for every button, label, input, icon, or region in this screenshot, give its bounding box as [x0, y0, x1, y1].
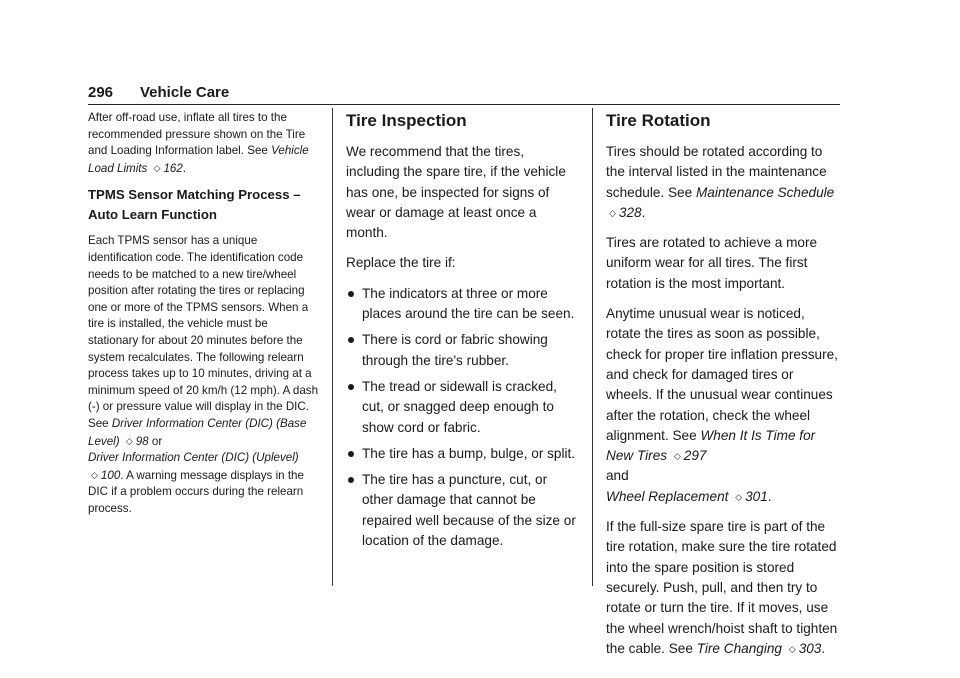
page-ref[interactable]: 162 [163, 161, 183, 175]
page-reference-arrow-icon: ◇ [673, 451, 681, 462]
page-reference-arrow-icon: ◇ [153, 162, 161, 173]
tire-rotation-heading: Tire Rotation [606, 111, 711, 130]
page-ref[interactable]: 303 [798, 640, 822, 656]
page-ref[interactable]: 328 [618, 204, 642, 220]
column-divider [332, 108, 333, 586]
vehicle-load-limits-link[interactable]: Vehicle Load Limits [88, 144, 309, 175]
column-middle [346, 110, 578, 557]
page-ref[interactable]: 301 [745, 488, 768, 504]
rotation-paragraph-2: Tires are rotated to achieve a more uniform wear for all tires. The first rotation is the most important. [606, 235, 818, 291]
page-reference-arrow-icon: ◇ [91, 469, 98, 480]
rotation-paragraph-3: Anytime unusual wear is noticed, rotate the tires as soon as possible, check for proper tire inflation pressure, and check for damaged tires or wheels. If the unusual wear continues after the rotation, check the wheel alignment. See When It Is Time for New Tires ◇ 297 and Wheel Replacement ◇ 301. [606, 306, 838, 504]
rotation-paragraph-1: Tires should be rotated according to the interval listed in the maintenance schedule. See Maintenance Schedule ◇ 328. [606, 144, 835, 220]
column-divider [592, 108, 593, 586]
maintenance-schedule-link[interactable]: Maintenance Schedule [695, 184, 835, 200]
tpms-paragraph: Each TPMS sensor has a unique identification code. The identification code needs to be matched to a new tire/wheel position after rotating the tires or replacing one or more of the TPMS sensors. When a tire is installed, the vehicle must be stationary for about 20 minutes before the system recalculates. The following relearn process takes up to 10 minutes, driving at a minimum speed of 20 km/h (12 mph). A dash (-) or pressure value will display in the DIC. See Driver Information Center (DIC) (Base Level) ◇ 98 or Driver Information Center (DIC) (Uplevel) ◇ 100. A warning message displays in the DIC if a problem occurs during the relearn process. [88, 234, 319, 515]
column-left [88, 110, 320, 525]
new-tires-link[interactable]: When It Is Time for New Tires [606, 427, 816, 464]
replace-conditions-list [346, 284, 578, 552]
list-item: The tire has a puncture, cut, or other damage that cannot be repaired well because of the size or location of the damage. [346, 470, 578, 551]
wheel-replacement-link[interactable]: Wheel Replacement [606, 488, 729, 504]
column-right [606, 110, 842, 669]
page-ref[interactable]: 100 [100, 468, 121, 482]
tpms-heading: TPMS Sensor Matching Process – Auto Learn Function [88, 187, 301, 223]
dic-base-link[interactable]: Driver Information Center (DIC) (Base Level) [88, 416, 307, 448]
intro-paragraph: After off-road use, inflate all tires to the recommended pressure shown on the Tire and Loading Information label. See Vehicle Load Limits ◇ 162. [88, 111, 309, 175]
tire-inspection-heading: Tire Inspection [346, 111, 467, 130]
page-header [88, 80, 840, 105]
tire-changing-link[interactable]: Tire Changing [696, 640, 782, 656]
page-reference-arrow-icon: ◇ [788, 643, 796, 654]
inspection-paragraph: We recommend that the tires, including the spare tire, if the vehicle has one, be inspected for signs of wear or damage at least once a month. [346, 144, 566, 241]
list-item: The tire has a bump, bulge, or split. [346, 444, 578, 464]
list-item: There is cord or fabric showing through the tire's rubber. [346, 330, 578, 371]
page-reference-arrow-icon: ◇ [125, 435, 133, 446]
list-item: The tread or sidewall is cracked, cut, or snagged deep enough to show cord or fabric. [346, 377, 578, 438]
page-ref[interactable]: 297 [683, 448, 707, 464]
page-number: 296 [88, 84, 114, 101]
rotation-paragraph-4: If the full-size spare tire is part of the tire rotation, make sure the tire rotated into the spare position is stored securely. Push, pull, and then try to rotate or turn the tire. If it moves, use the wheel wrench/hoist shaft to tighten the cable. See Tire Changing ◇ 303. [606, 519, 838, 656]
dic-uplevel-link[interactable]: Driver Information Center (DIC) (Uplevel) [88, 451, 299, 465]
page-ref[interactable]: 98 [135, 434, 149, 448]
replace-intro: Replace the tire if: [346, 255, 456, 271]
section-title: Vehicle Care [140, 84, 230, 101]
page-reference-arrow-icon: ◇ [609, 207, 616, 218]
page-reference-arrow-icon: ◇ [735, 491, 743, 502]
list-item: The indicators at three or more places around the tire can be seen. [346, 284, 578, 325]
